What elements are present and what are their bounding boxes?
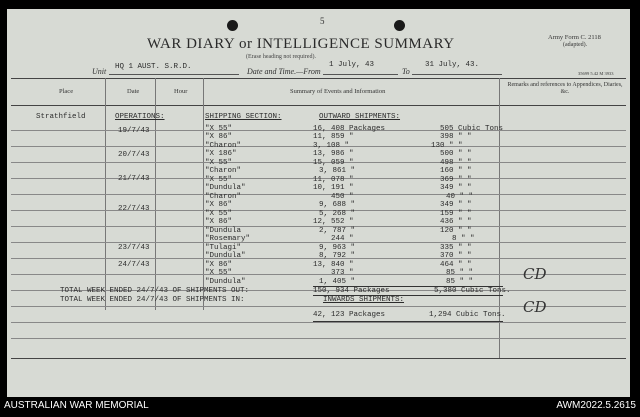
package-count: 13, 840 " [313, 261, 354, 269]
ship-name: "X 55" [205, 176, 233, 184]
cubic-tons: 335 " " [440, 244, 472, 252]
ship-name: "X 86" [205, 201, 233, 209]
operations-heading: OPERATIONS: [115, 113, 165, 121]
page-mark: 5 [320, 16, 325, 26]
cubic-tons: 8 " " [452, 235, 475, 243]
package-count: 5, 268 " [319, 210, 356, 218]
ship-name: "Dundula" [205, 252, 246, 260]
date-from-underline [323, 74, 398, 75]
total-in-packages: 42, 123 Packages [313, 311, 386, 319]
total-out-label: TOTAL WEEK ENDED 24/7/43 OF SHIPMENTS OUT: [60, 287, 250, 295]
cubic-tons: 40 " " [446, 193, 474, 201]
cubic-tons: 369 " " [440, 176, 472, 184]
ship-name: "Charon" [205, 142, 242, 150]
package-count: 450 " [331, 193, 354, 201]
package-count: 11, 859 " [313, 133, 354, 141]
footer-left-caption: AUSTRALIAN WAR MEMORIAL [4, 400, 149, 411]
cubic-tons: 505 Cubic Tons [440, 125, 504, 133]
army-form-label: Army Form C. 2118 [548, 34, 601, 41]
ship-name: "Charon" [205, 167, 242, 175]
punch-hole-right [394, 20, 405, 31]
page-title: WAR DIARY or INTELLIGENCE SUMMARY [147, 36, 455, 52]
cubic-tons: 349 " " [440, 184, 472, 192]
cubic-tons: 130 " " [431, 142, 463, 150]
col-header-place: Place [59, 88, 74, 95]
ship-name: "X 55" [205, 269, 233, 277]
cubic-tons: 160 " " [440, 167, 472, 175]
table-top-border [11, 78, 626, 79]
ship-name: "Dundula" [205, 184, 246, 192]
table-bottom-border [11, 358, 626, 359]
table-header-border [11, 105, 626, 106]
ship-name: "X 86" [205, 133, 233, 141]
col-header-hour: Hour [174, 88, 188, 95]
package-count: 1, 405 " [319, 278, 356, 286]
small-print: 35699 5.42 M 3933 [578, 71, 614, 76]
package-count: 9, 688 " [319, 201, 356, 209]
shipping-section-heading: SHIPPING SECTION: [205, 113, 282, 121]
page-subtitle: (Erase heading not required). [246, 54, 316, 60]
package-count: 3, 108 " [313, 142, 350, 150]
col-header-remarks: Remarks and references to Appendices, Diaries, &c. [507, 82, 623, 95]
ship-name: "Dundula [205, 227, 242, 235]
ship-name: "X 55" [205, 125, 233, 133]
col-header-date: Date [127, 88, 140, 95]
ship-name: "X 86" [205, 218, 233, 226]
ship-name: "X 55" [205, 159, 233, 167]
ship-name: "Rosemary" [205, 235, 251, 243]
total-in-label: TOTAL WEEK ENDED 24/7/43 OF SHIPMENTS IN: [60, 296, 245, 304]
date-time-label: Date and Time.—From [247, 67, 321, 76]
package-count: 9, 963 " [319, 244, 356, 252]
cubic-tons: 436 " " [440, 218, 472, 226]
cubic-tons: 464 " " [440, 261, 472, 269]
ship-name: "X 55" [205, 210, 233, 218]
total-out-packages: 150, 934 Packages [313, 287, 390, 295]
to-label: To [402, 67, 410, 76]
total-out-tons: 5,380 Cubic Tons. [434, 287, 511, 295]
package-count: 2, 787 " [319, 227, 356, 235]
date-cell: 22/7/43 [118, 205, 150, 213]
date-cell: 21/7/43 [118, 175, 150, 183]
package-count: 11, 078 " [313, 176, 354, 184]
total-in-tons: 1,294 Cubic Tons. [429, 311, 506, 319]
date-to-underline [412, 74, 502, 75]
outward-shipments-heading: OUTWARD SHIPMENTS: [319, 113, 401, 121]
adapted-label: (adapted). [563, 42, 588, 48]
initials-signature-1: CD [523, 265, 547, 283]
unit-underline [109, 74, 239, 75]
package-count: 244 " [331, 235, 354, 243]
cubic-tons: 370 " " [440, 252, 472, 260]
ship-name: "X 186" [205, 150, 237, 158]
date-cell: 19/7/43 [118, 127, 150, 135]
punch-hole-left [227, 20, 238, 31]
cubic-tons: 349 " " [440, 201, 472, 209]
war-diary-sheet [7, 9, 630, 397]
unit-value: HQ 1 AUST. S.R.D. [115, 63, 192, 71]
date-from: 1 July, 43 [329, 61, 375, 69]
cubic-tons: 85 " " [446, 278, 474, 286]
initials-signature-2: CD [523, 298, 547, 316]
ledger-line [11, 338, 626, 339]
date-cell: 23/7/43 [118, 244, 150, 252]
cubic-tons: 398 " " [440, 133, 472, 141]
inwards-shipments-heading: INWARDS SHIPMENTS: [323, 296, 405, 304]
package-count: 13, 986 " [313, 150, 354, 158]
totals-in-bottom-rule [313, 321, 503, 322]
date-cell: 24/7/43 [118, 261, 150, 269]
date-cell: 20/7/43 [118, 151, 150, 159]
package-count: 10, 191 " [313, 184, 354, 192]
package-count: 373 " [331, 269, 354, 277]
package-count: 8, 792 " [319, 252, 356, 260]
unit-label: Unit [92, 67, 107, 76]
package-count: 12, 552 " [313, 218, 354, 226]
date-to: 31 July, 43. [425, 61, 480, 69]
ship-name: "Charon" [205, 193, 242, 201]
package-count: 15, 059 " [313, 159, 354, 167]
ship-name: "Dundula" [205, 278, 246, 286]
cubic-tons: 498 " " [440, 159, 472, 167]
cubic-tons: 159 " " [440, 210, 472, 218]
place-strathfield: Strathfield [36, 113, 86, 121]
ledger-line [11, 194, 626, 195]
cubic-tons: 120 " " [440, 227, 472, 235]
ledger-line [11, 322, 626, 323]
col-header-summary: Summary of Events and Information [290, 88, 386, 95]
package-count: 3, 861 " [319, 167, 356, 175]
ship-name: "X 86" [205, 261, 233, 269]
footer-right-caption: AWM2022.5.2615 [556, 400, 636, 411]
cubic-tons: 85 " " [446, 269, 474, 277]
cubic-tons: 500 " " [440, 150, 472, 158]
ship-name: "Tulagi" [205, 244, 242, 252]
package-count: 16, 408 Packages [313, 125, 386, 133]
